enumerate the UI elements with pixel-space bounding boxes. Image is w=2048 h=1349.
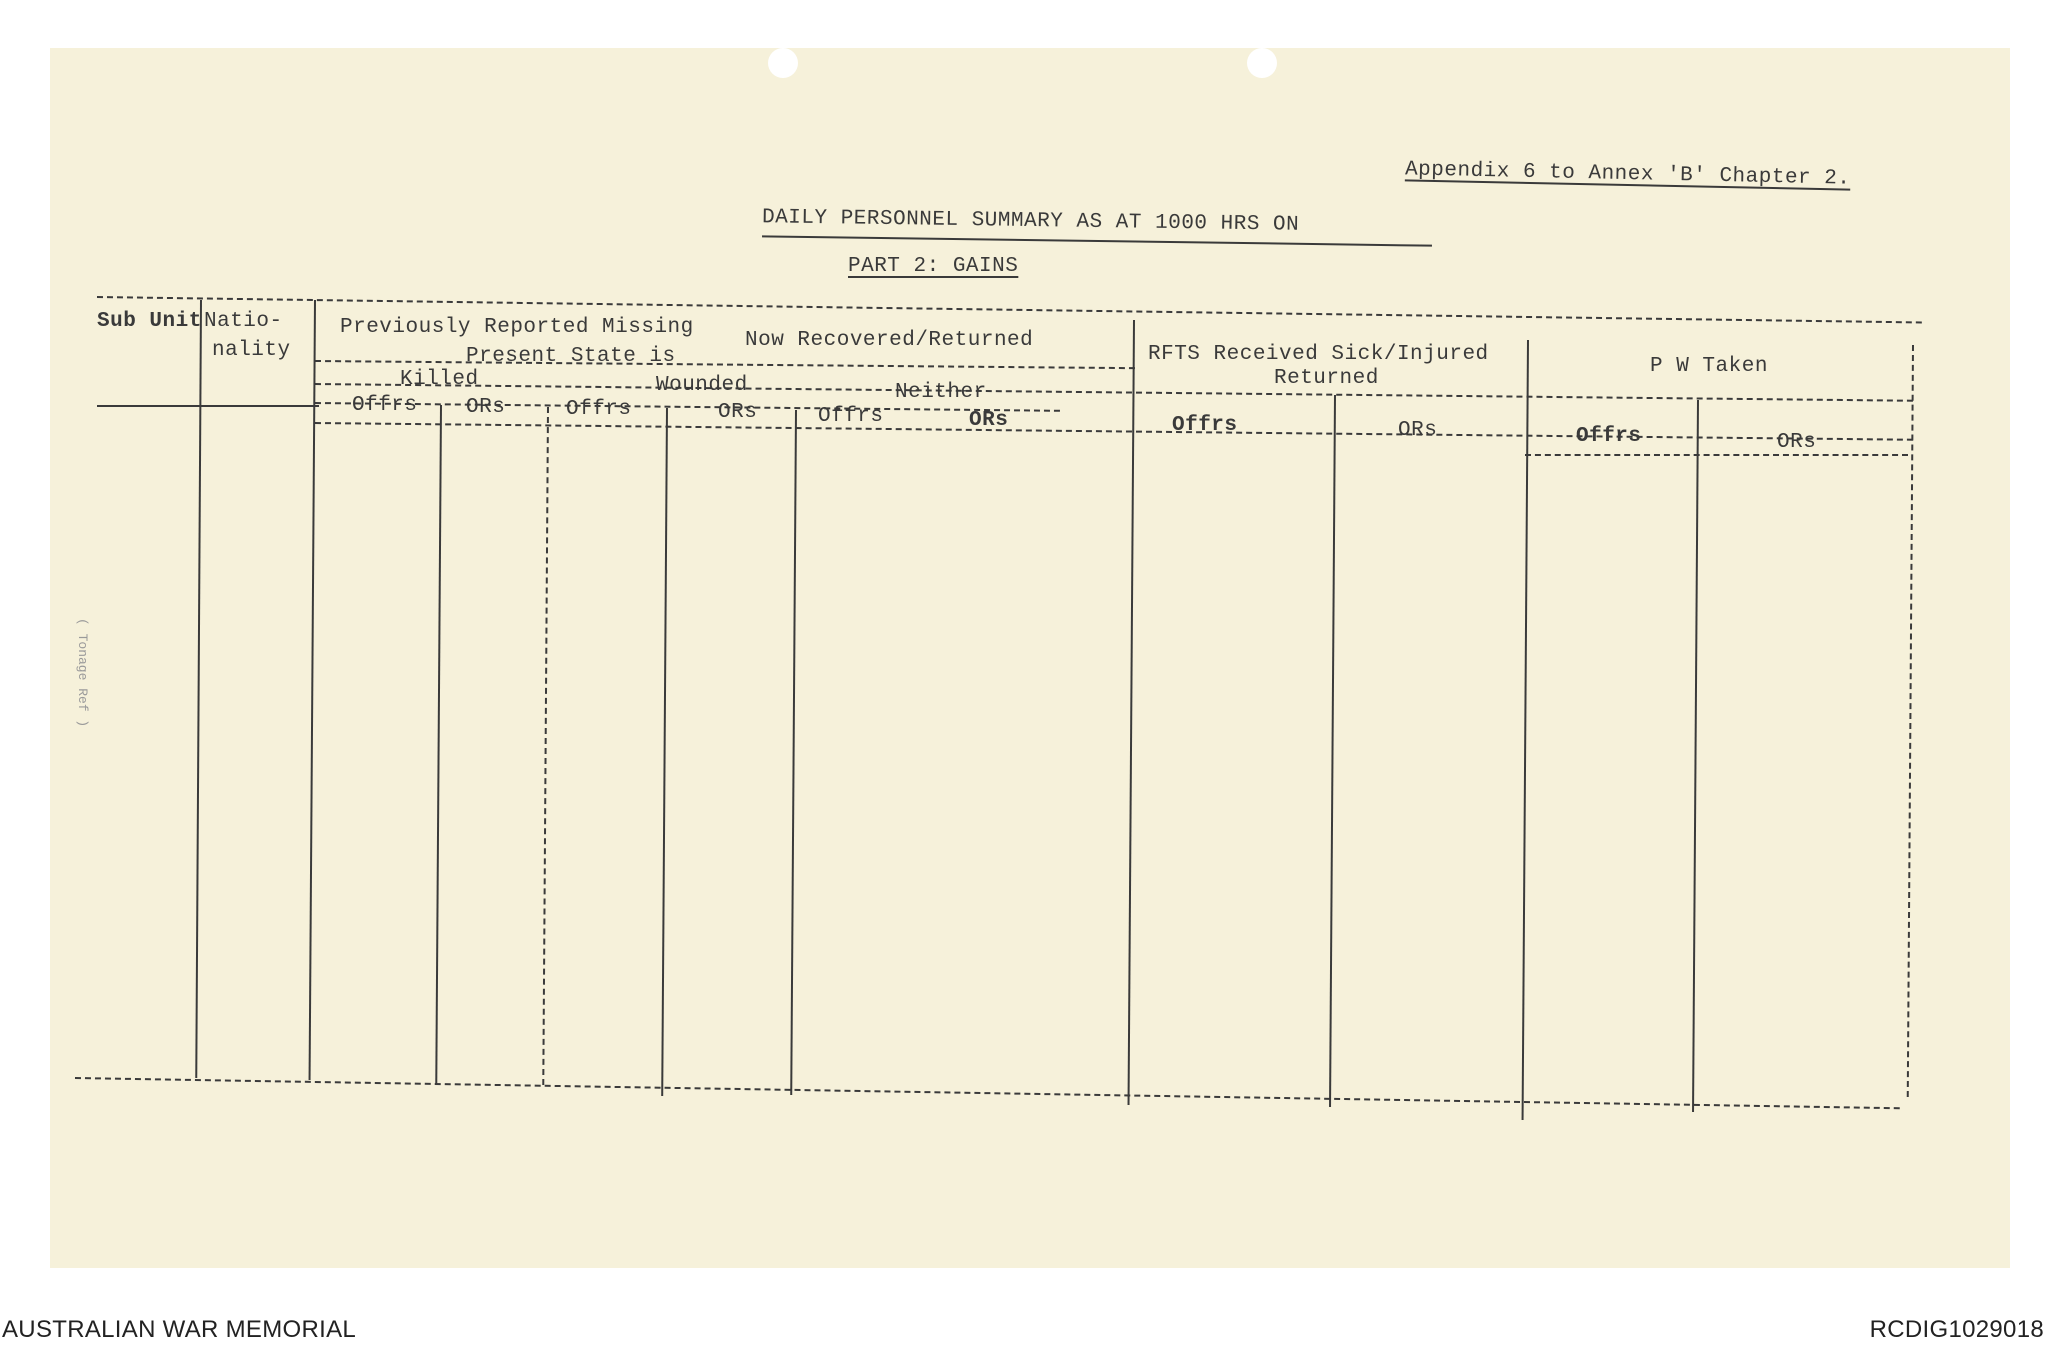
col-nationality-line1: Natio- (204, 310, 283, 333)
subheader-rfts-offrs: Offrs (1172, 414, 1238, 437)
subheader-killed-offrs: Offrs (352, 394, 418, 417)
part-heading: PART 2: GAINS (848, 255, 1019, 278)
subheader-pw-offrs: Offrs (1576, 425, 1642, 448)
group-rfts-line2: Returned (1274, 367, 1379, 390)
pw-header-bottom (1525, 454, 1908, 456)
document-title: DAILY PERSONNEL SUMMARY AS AT 1000 HRS ON (761, 206, 1300, 237)
col-nationality-line2: nality (212, 339, 291, 362)
header-bottom-left (97, 405, 319, 407)
group-missing-line1: Previously Reported Missing (340, 316, 694, 339)
subheader-neither-offrs: Offrs (818, 405, 884, 428)
subheader-wounded-offrs: Offrs (566, 398, 632, 421)
punch-hole-right (1247, 48, 1277, 78)
punch-hole-left (768, 48, 798, 78)
footer-institution: AUSTRALIAN WAR MEMORIAL (2, 1316, 357, 1343)
label-wounded: Wounded (656, 374, 748, 397)
side-annotation: ( Tonage Ref ) (75, 618, 90, 728)
group-missing-line2: Now Recovered/Returned (745, 329, 1034, 352)
group-missing-line3: Present State is (466, 345, 676, 368)
appendix-reference: Appendix 6 to Annex 'B' Chapter 2. (1404, 158, 1851, 191)
subheader-rfts-ors: ORs (1398, 419, 1438, 442)
subheader-pw-ors: ORs (1777, 431, 1817, 454)
label-neither: Neither (895, 381, 987, 404)
group-rfts-line1: RFTS Received Sick/Injured (1148, 343, 1489, 366)
group-pw-taken: P W Taken (1650, 355, 1768, 378)
subheader-killed-ors: ORs (466, 396, 506, 419)
footer-catalogue-id: RCDIG1029018 (1869, 1316, 2044, 1343)
col-sub-unit: Sub Unit (97, 310, 202, 333)
subheader-wounded-ors: ORs (718, 401, 758, 424)
label-killed: Killed (400, 368, 479, 391)
subheader-neither-ors: ORs (969, 409, 1009, 432)
